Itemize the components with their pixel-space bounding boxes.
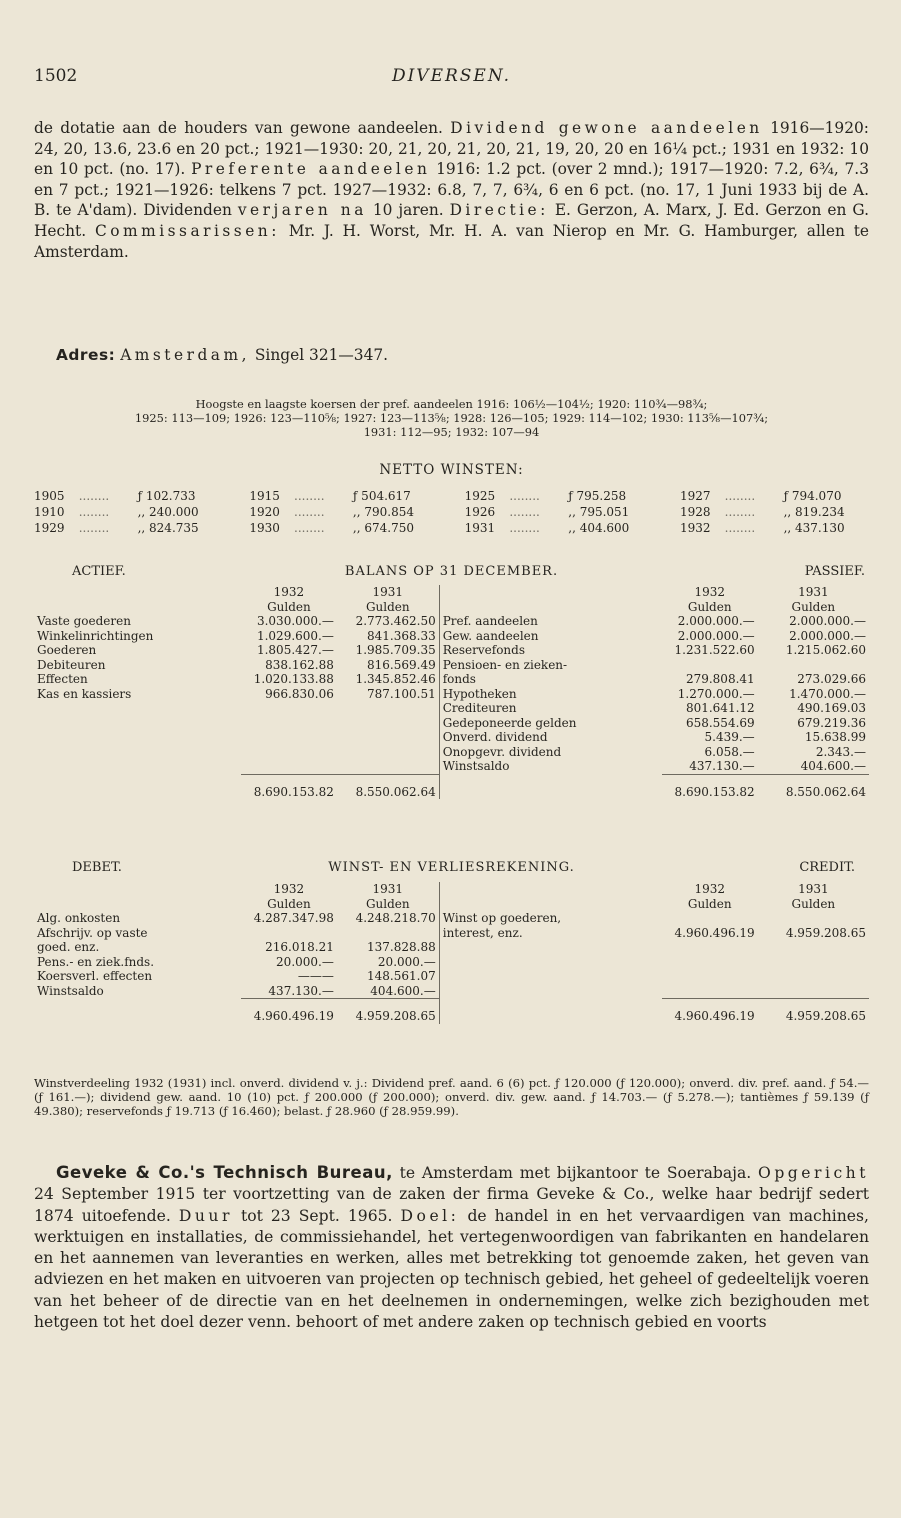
netto-dots: ........ (294, 489, 325, 503)
unit-label: Gulden (365, 599, 410, 614)
left-value-1931: 20.000.— (377, 954, 436, 969)
right-value-1932: 2.000.000.— (677, 628, 755, 643)
right-value-1931 (758, 911, 869, 926)
right-value-1931 (758, 969, 869, 984)
left-value-1931: 404.600.— (370, 983, 436, 998)
intro-text: de dotatie aan de houders van gewone aandeelen. (34, 119, 443, 137)
left-value-1931: 1.345.852.46 (355, 672, 436, 686)
total-right-1932: 4.960.496.19 (662, 999, 758, 1024)
right-value-1932: 658.554.69 (685, 715, 755, 730)
credit-label: CREDIT. (799, 860, 855, 875)
right-value-1932: 1.270.000.— (677, 686, 755, 701)
left-value-1932: 4.287.347.98 (253, 911, 334, 925)
fin-row (34, 984, 869, 999)
right-item-label (439, 955, 662, 970)
left-value-1932: 838.162.88 (265, 657, 334, 672)
right-value-1932: 4.960.496.19 (674, 925, 755, 940)
left-item-label: Kas en kassiers (37, 686, 132, 701)
left-item-label: Winstsaldo (37, 983, 104, 998)
adres-label: Adres: (56, 346, 116, 364)
netto-value: ,, 404.600 (568, 521, 630, 535)
total-right-1931: 8.550.062.64 (758, 774, 869, 799)
netto-year: 1931 (464, 521, 496, 535)
left-value-1932: 1.029.600.— (256, 628, 334, 643)
total-left-1932: 4.960.496.19 (241, 999, 337, 1024)
unit-header-row (34, 897, 869, 912)
unit-label: Gulden (267, 599, 311, 614)
left-item-label (34, 730, 241, 745)
left-value-1931: 816.569.49 (367, 657, 436, 672)
fin-row (34, 940, 869, 955)
page-header (34, 66, 869, 88)
left-value-1931: 2.773.462.50 (355, 614, 436, 628)
spacer-cell (439, 882, 662, 897)
right-value-1931 (758, 984, 869, 999)
netto-year: 1910 (34, 505, 65, 519)
left-value-1932: 20.000.— (276, 954, 334, 969)
netto-dots: ........ (509, 489, 540, 503)
left-value-1932: ——— (297, 969, 334, 983)
right-value-1932: 2.000.000.— (677, 614, 755, 628)
left-value-1931: 1.985.709.35 (355, 643, 436, 657)
right-value-1932: 437.130.— (689, 759, 755, 773)
right-item-label (439, 969, 662, 984)
year-label: 1931 (798, 585, 829, 599)
debet-label: DEBET. (72, 860, 122, 875)
actief-label: ACTIEF. (72, 564, 126, 579)
right-value-1931: 1.215.062.60 (785, 643, 866, 657)
left-value-1931: 137.828.88 (367, 940, 436, 954)
left-item-label: Goederen (37, 643, 97, 657)
spacer-cell (34, 585, 241, 600)
netto-dots: ........ (78, 505, 110, 519)
right-item-label: Reservefonds (439, 643, 662, 658)
directie-text: E. Gerzon, A. Marx, J. Ed. Gerzon en G. Hecht. (34, 201, 869, 240)
commissarissen-label: Commissarissen: (95, 221, 280, 240)
dividend-text: 1916—1920: 24, 20, 13.6, 23.6 en 20 pct.; 1921—1930: 20, 21, 20, 21, 20, 21, 19, 20, 20 en 16¼ pct.; 1931 en 1932: 10 en 10 pct. (no. 17). (34, 119, 869, 179)
verjaren-text: 10 jaren. (372, 201, 444, 220)
left-item-label: goed. enz. (37, 940, 100, 954)
netto-dots: ........ (294, 505, 325, 519)
right-value-1931: 679.219.36 (797, 715, 866, 730)
netto-value: ƒ 102.733 (137, 489, 196, 503)
fin-row (34, 911, 869, 926)
unit-header-row (34, 600, 869, 615)
fin-row (34, 926, 869, 941)
left-value-1931 (337, 745, 439, 760)
netto-year: 1927 (679, 489, 711, 503)
netto-value: ,, 240.000 (137, 505, 199, 519)
verjaren-label: verjaren na (237, 201, 367, 220)
right-value-1932 (662, 984, 758, 999)
netto-dots: ........ (78, 489, 110, 503)
right-value-1931: 1.470.000.— (789, 686, 866, 701)
fin-row (34, 745, 869, 760)
right-value-1931: 2.000.000.— (789, 628, 866, 643)
left-value-1932: 1.805.427.— (256, 643, 334, 657)
right-item-label (439, 940, 662, 955)
adres-city: Amsterdam, (120, 346, 250, 364)
right-value-1931: 2.343.— (815, 744, 866, 759)
fin-row (34, 658, 869, 673)
left-item-label: Alg. onkosten (37, 911, 121, 925)
right-item-label: Onverd. dividend (439, 730, 662, 745)
year-header-row (34, 585, 869, 600)
right-value-1931: 15.638.99 (804, 730, 866, 744)
right-item-label: Crediteuren (439, 701, 662, 716)
netto-year: 1920 (249, 505, 280, 519)
right-value-1932 (662, 940, 758, 955)
netto-dots: ........ (509, 521, 540, 535)
spacer-cell (34, 882, 241, 897)
right-value-1931 (758, 955, 869, 970)
netto-dots: ........ (294, 521, 325, 535)
left-value-1931 (337, 701, 439, 716)
balans-title: BALANS OP 31 DECEMBER. (344, 564, 559, 579)
year-label: 1931 (372, 882, 404, 896)
netto-dots: ........ (724, 489, 756, 503)
netto-value: ,, 819.234 (783, 505, 845, 519)
netto-year: 1928 (679, 505, 711, 519)
left-item-label: Vaste goederen (37, 614, 131, 628)
spacer-cell (439, 999, 662, 1024)
fin-row (34, 643, 869, 658)
netto-value: ,, 790.854 (352, 505, 414, 519)
geveke-text: de handel in en het vervaardigen van machines, werktuigen en installaties, de commissiehandel, het vertegenwoordigen van fabrikanten en handelaren en het aannemen van leveranties en werken, alles met betrekking tot genoemde zaken, het geven van adviezen en het maken en uitvoeren van projecten op technisch gebied, het geheel of gedeeltelijk voeren van het beheer of de directie van en het deelnemen in ondernemingen, welke zich bezighouden met hetgeen tot het doel dezer venn. behoort of met andere zaken op technisch gebied en voorts (34, 1206, 869, 1332)
right-item-label: Pensioen- en zieken- (439, 658, 662, 673)
right-item-label: Winst op goederen, (439, 911, 662, 926)
right-item-label: Winstsaldo (439, 759, 662, 774)
total-left-1931: 8.550.062.64 (337, 774, 439, 799)
left-value-1931 (337, 716, 439, 731)
fin-row (34, 701, 869, 716)
netto-year: 1915 (249, 489, 280, 503)
left-item-label (34, 716, 241, 731)
netto-year: 1905 (34, 489, 65, 503)
year-label: 1932 (273, 882, 305, 896)
netto-year: 1930 (249, 521, 280, 535)
winstverdeeling-note: Winstverdeeling 1932 (1931) incl. onverd. dividend v. j.: Dividend pref. aand. 6 (6) pct. ƒ 120.000 (ƒ 120.000); onverd. div. pref. aand. ƒ 54.— (ƒ 161.—); dividend gew. aand. 10 (10) pct. ƒ 200.000 (ƒ 200.000); onverd. div. gew. aand. ƒ 14.703.— (ƒ 5.278.—); tantièmes ƒ 59.139 (ƒ 49.380); reservefonds ƒ 19.713 (ƒ 16.460); belast. ƒ 28.960 (ƒ 28.959.99). (34, 1076, 869, 1119)
geveke-text: te Amsterdam met bijkantoor te Soerabaja. (399, 1164, 752, 1182)
right-value-1932: 279.808.41 (685, 672, 755, 686)
left-item-label (34, 745, 241, 760)
netto-dots: ........ (509, 505, 540, 519)
section-title: DIVERSEN. (391, 66, 512, 86)
winst-heading (34, 860, 869, 878)
netto-dots: ........ (78, 521, 110, 535)
right-value-1932 (662, 969, 758, 984)
right-item-label: Hypotheken (439, 687, 662, 702)
fin-row (34, 730, 869, 745)
left-value-1931 (337, 759, 439, 774)
left-value-1932 (241, 701, 337, 716)
address-line (34, 345, 869, 366)
right-item-label: fonds (439, 672, 662, 687)
duur-label: Duur (178, 1206, 233, 1225)
left-value-1931: 841.368.33 (367, 628, 436, 643)
preferent-text: 1916: 1.2 pct. (over 2 mnd.); 1917—1920: 7.2, 6¾, 7.3 en 7 pct.; 1921—1926: telkens 7 pct. 1927—1932: 6.8, 7, 7, 6¾, 6 en 6 pct. (no. 17, 1 Juni 1933 bij de A. B. te A'dam). Dividenden (34, 160, 869, 220)
left-value-1931 (337, 926, 439, 941)
netto-dots: ........ (724, 521, 756, 535)
left-item-label: Winkelinrichtingen (37, 628, 154, 643)
right-value-1932 (662, 658, 758, 673)
netto-value: ƒ 794.070 (783, 489, 842, 503)
year-label: 1931 (372, 585, 404, 599)
page-number: 1502 (34, 66, 78, 86)
year-label: 1931 (798, 882, 829, 896)
fin-row (34, 759, 869, 774)
unit-label: Gulden (365, 896, 410, 911)
netto-row (34, 488, 869, 504)
left-value-1932 (241, 926, 337, 941)
year-label: 1932 (694, 882, 725, 896)
netto-row (34, 504, 869, 520)
company-intro-paragraph (34, 118, 869, 262)
right-value-1931: 273.029.66 (797, 672, 866, 686)
total-right-1932: 8.690.153.82 (662, 774, 758, 799)
left-item-label: Debiteuren (37, 657, 106, 672)
right-item-label: Gedeponeerde gelden (439, 716, 662, 731)
balans-table (34, 585, 869, 799)
netto-value: ,, 795.051 (568, 505, 630, 519)
left-item-label: Pens.- en ziek.fnds. (37, 954, 155, 969)
fin-row (34, 672, 869, 687)
left-value-1931 (337, 730, 439, 745)
year-label: 1932 (273, 585, 305, 599)
netto-year: 1929 (34, 521, 65, 535)
right-value-1931: 404.600.— (800, 759, 866, 773)
doel-label: Doel: (400, 1206, 460, 1225)
koersen-line: Hoogste en laagste koersen der pref. aandeelen 1916: 106½—104½; 1920: 110¾—98¾; (195, 397, 708, 411)
winst-verlies-table (34, 882, 869, 1024)
netto-year: 1925 (464, 489, 496, 503)
left-value-1931: 4.248.218.70 (355, 911, 436, 925)
right-item-label: Onopgevr. dividend (439, 745, 662, 760)
spacer-cell (439, 897, 662, 912)
spacer-cell (34, 897, 241, 912)
unit-label: Gulden (267, 896, 311, 911)
right-value-1932 (662, 955, 758, 970)
netto-winsten-table (34, 488, 869, 536)
left-item-label: Koersverl. effecten (37, 969, 153, 983)
right-item-label: interest, enz. (439, 926, 662, 941)
opgericht-label: Opgericht (758, 1164, 869, 1182)
geveke-paragraph (34, 1162, 869, 1333)
directie-label: Directie: (449, 201, 549, 220)
right-item-label: Pref. aandeelen (439, 614, 662, 629)
right-value-1932 (662, 911, 758, 926)
netto-dots: ........ (724, 505, 756, 519)
right-value-1931 (758, 658, 869, 673)
geveke-text: tot 23 Sept. 1965. (240, 1206, 393, 1225)
netto-value: ƒ 795.258 (568, 489, 627, 503)
spacer-cell (439, 600, 662, 615)
left-value-1932 (241, 716, 337, 731)
right-value-1932: 1.231.522.60 (674, 643, 755, 657)
fin-row (34, 716, 869, 731)
netto-value: ,, 437.130 (783, 521, 845, 535)
netto-value: ,, 674.750 (352, 521, 414, 535)
winst-title: WINST- EN VERLIESREKENING. (328, 860, 575, 875)
netto-year: 1926 (464, 505, 496, 519)
netto-row (34, 520, 869, 536)
dividend-label: Dividend gewone aandeelen (450, 119, 763, 137)
left-item-label (34, 759, 241, 774)
netto-value: ƒ 504.617 (352, 489, 411, 503)
preferent-label: Preferente aandeelen (191, 160, 431, 179)
unit-label: Gulden (687, 896, 732, 911)
right-value-1932: 801.641.12 (685, 701, 755, 715)
right-value-1931: 2.000.000.— (789, 614, 866, 628)
commissarissen-text: Mr. J. H. Worst, Mr. H. A. van Nierop en Mr. G. Hamburger, allen te Amsterdam. (34, 221, 869, 261)
koersen-line: 1925: 113—109; 1926: 123—110⅝; 1927: 123—113⅝; 1928: 126—105; 1929: 114—102; 1930: 113⅝—107¾; (134, 411, 769, 425)
left-value-1931: 787.100.51 (367, 686, 436, 701)
geveke-company-name: Geveke & Co.'s Technisch Bureau, (56, 1163, 393, 1182)
left-value-1932: 1.020.133.88 (253, 672, 334, 686)
spacer-cell (34, 774, 241, 799)
passief-label: PASSIEF. (804, 564, 865, 579)
koersen-block (34, 397, 869, 439)
left-value-1932: 216.018.21 (265, 940, 334, 954)
netto-value: ,, 824.735 (137, 521, 199, 535)
spacer-cell (34, 600, 241, 615)
left-item-label: Afschrijv. op vaste (37, 925, 148, 940)
left-item-label: Effecten (37, 672, 88, 686)
balans-heading (34, 564, 869, 582)
total-row (34, 999, 869, 1024)
right-value-1932: 5.439.— (704, 730, 755, 744)
right-item-label (439, 984, 662, 999)
spacer-cell (439, 774, 662, 799)
total-row (34, 774, 869, 799)
left-item-label (34, 701, 241, 716)
right-value-1932: 6.058.— (704, 744, 755, 759)
right-value-1931: 490.169.03 (797, 701, 866, 715)
total-left-1931: 4.959.208.65 (337, 999, 439, 1024)
koersen-line: 1931: 112—95; 1932: 107—94 (363, 425, 540, 439)
year-header-row (34, 882, 869, 897)
right-value-1931: 4.959.208.65 (785, 925, 866, 940)
left-value-1932: 966.830.06 (265, 686, 334, 701)
spacer-cell (439, 585, 662, 600)
netto-winsten-title: NETTO WINSTEN: (379, 462, 524, 478)
fin-row (34, 629, 869, 644)
fin-row (34, 614, 869, 629)
adres-street: Singel 321—347. (254, 346, 389, 364)
fin-row (34, 687, 869, 702)
total-left-1932: 8.690.153.82 (241, 774, 337, 799)
year-label: 1932 (694, 585, 725, 599)
unit-label: Gulden (791, 599, 836, 614)
fin-row (34, 969, 869, 984)
right-item-label: Gew. aandeelen (439, 629, 662, 644)
unit-label: Gulden (791, 896, 836, 911)
left-value-1932 (241, 730, 337, 745)
left-value-1932 (241, 745, 337, 760)
left-value-1932: 437.130.— (268, 983, 334, 998)
left-value-1932 (241, 759, 337, 774)
unit-label: Gulden (687, 599, 732, 614)
spacer-cell (34, 999, 241, 1024)
left-value-1932: 3.030.000.— (256, 614, 334, 628)
netto-year: 1932 (679, 521, 711, 535)
right-value-1931 (758, 940, 869, 955)
geveke-text: 24 September 1915 ter voortzetting van de zaken der firma Geveke & Co., welke haar bedrijf sedert 1874 uitoefende. (34, 1185, 869, 1225)
total-right-1931: 4.959.208.65 (758, 999, 869, 1024)
fin-row (34, 955, 869, 970)
left-value-1931: 148.561.07 (367, 969, 436, 983)
